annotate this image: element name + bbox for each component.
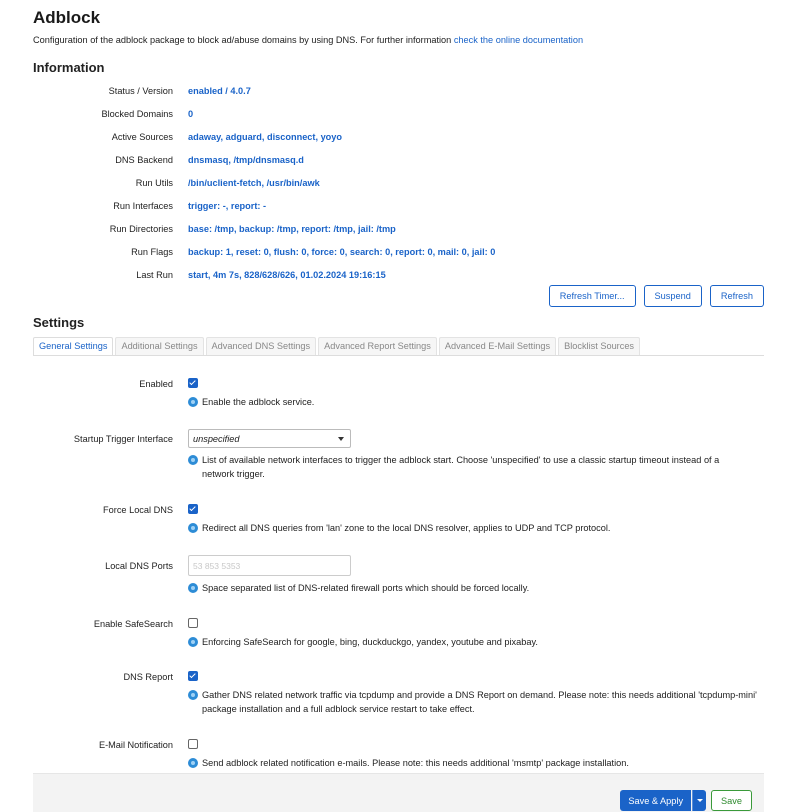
page-description xyxy=(33,34,764,46)
suspend-button[interactable]: Suspend xyxy=(644,285,702,307)
action-footer xyxy=(33,773,764,812)
settings-tabs xyxy=(33,337,764,356)
help-text-content: Redirect all DNS queries from 'lan' zone to the local DNS resolver, applies to UDP and TCP protocol. xyxy=(202,523,611,533)
chevron-down-icon xyxy=(338,437,344,441)
help-text xyxy=(188,521,764,535)
help-text xyxy=(188,581,764,595)
info-row-backend xyxy=(33,148,764,171)
help-text xyxy=(188,688,758,716)
refresh-button[interactable]: Refresh xyxy=(710,285,764,307)
save-apply-button[interactable]: Save & Apply xyxy=(620,790,691,811)
info-label: Run Interfaces xyxy=(113,200,173,211)
refresh-timer-button[interactable]: Refresh Timer... xyxy=(549,285,636,307)
tab-additional-settings[interactable]: Additional Settings xyxy=(115,337,203,355)
startup-trigger-select[interactable] xyxy=(188,429,351,448)
help-text-content: Enforcing SafeSearch for google, bing, duckduckgo, yandex, youtube and pixabay. xyxy=(202,637,538,647)
info-label: Last Run xyxy=(136,269,173,280)
info-row-lastrun xyxy=(33,263,764,286)
info-icon xyxy=(188,455,198,465)
info-label: Run Flags xyxy=(131,246,173,257)
info-icon xyxy=(188,758,198,768)
save-button[interactable]: Save xyxy=(711,790,752,811)
help-text-content: Send adblock related notification e-mails. Please note: this needs additional 'msmtp' package installation. xyxy=(202,758,629,768)
field-email-notification xyxy=(33,737,764,770)
info-icon xyxy=(188,690,198,700)
info-value: 0 xyxy=(188,108,194,119)
info-label: Status / Version xyxy=(108,85,173,96)
help-text xyxy=(188,395,764,409)
help-text xyxy=(188,453,748,481)
info-row-sources xyxy=(33,125,764,148)
info-icon xyxy=(188,397,198,407)
info-row-directories xyxy=(33,217,764,240)
info-value: dnsmasq, /tmp/dnsmasq.d xyxy=(188,154,304,165)
info-label: Blocked Domains xyxy=(101,108,173,119)
info-label: Run Utils xyxy=(135,177,173,188)
help-text-content: Gather DNS related network traffic via tcpdump and provide a DNS Report on demand. Please note: this needs additional 'tcpdump-mini' package installation and a full adblock service restart to take effect. xyxy=(202,690,757,714)
info-icon xyxy=(188,583,198,593)
info-value: enabled / 4.0.7 xyxy=(188,85,251,96)
help-text-content: Space separated list of DNS-related firewall ports which should be forced locally. xyxy=(202,583,530,593)
enabled-checkbox[interactable] xyxy=(188,378,198,388)
field-label: E-Mail Notification xyxy=(98,740,173,750)
save-apply-dropdown-button[interactable] xyxy=(692,790,706,811)
information-table xyxy=(33,79,764,286)
info-value: adaway, adguard, disconnect, yoyo xyxy=(188,131,343,142)
field-label: Enable SafeSearch xyxy=(93,619,173,629)
info-actions xyxy=(33,285,764,307)
field-label: Force Local DNS xyxy=(103,505,173,515)
field-force-local-dns xyxy=(33,502,764,535)
force-local-dns-checkbox[interactable] xyxy=(188,504,198,514)
local-dns-ports-input[interactable] xyxy=(188,555,351,576)
info-row-interfaces xyxy=(33,194,764,217)
info-value: start, 4m 7s, 828/628/626, 01.02.2024 19:16:15 xyxy=(188,269,386,280)
help-text-content: Enable the adblock service. xyxy=(202,397,315,407)
field-safesearch xyxy=(33,616,764,649)
help-text-content: List of available network interfaces to trigger the adblock start. Choose 'unspecified' to use a classic startup timeout instead of a network trigger. xyxy=(202,455,720,479)
info-row-utils xyxy=(33,171,764,194)
help-text xyxy=(188,635,764,649)
field-label: Enabled xyxy=(139,379,173,389)
info-label: Active Sources xyxy=(111,131,173,142)
select-value: unspecified xyxy=(193,433,240,444)
info-row-blocked xyxy=(33,102,764,125)
field-dns-report xyxy=(33,669,764,716)
info-value: trigger: -, report: - xyxy=(188,200,267,211)
email-notification-checkbox[interactable] xyxy=(188,739,198,749)
info-value: base: /tmp, backup: /tmp, report: /tmp, jail: /tmp xyxy=(188,223,396,234)
info-row-flags xyxy=(33,240,764,263)
info-label: DNS Backend xyxy=(115,154,173,165)
tab-advanced-email-settings[interactable]: Advanced E-Mail Settings xyxy=(439,337,556,355)
safesearch-checkbox[interactable] xyxy=(188,618,198,628)
dns-report-checkbox[interactable] xyxy=(188,671,198,681)
info-row-status xyxy=(33,79,764,102)
tab-advanced-dns-settings[interactable]: Advanced DNS Settings xyxy=(206,337,317,355)
info-value: /bin/uclient-fetch, /usr/bin/awk xyxy=(188,177,320,188)
help-text xyxy=(188,756,764,770)
info-icon xyxy=(188,523,198,533)
field-label: Startup Trigger Interface xyxy=(73,434,173,444)
field-enabled xyxy=(33,376,764,409)
tab-blocklist-sources[interactable]: Blocklist Sources xyxy=(558,337,640,355)
tab-general-settings[interactable]: General Settings xyxy=(33,337,113,355)
field-startup-trigger xyxy=(33,429,764,481)
field-local-dns-ports xyxy=(33,555,764,595)
info-value: backup: 1, reset: 0, flush: 0, force: 0, search: 0, report: 0, mail: 0, jail: 0 xyxy=(188,246,496,257)
tab-advanced-report-settings[interactable]: Advanced Report Settings xyxy=(318,337,437,355)
info-icon xyxy=(188,637,198,647)
description-text: Configuration of the adblock package to block ad/abuse domains by using DNS. For further information xyxy=(33,35,454,45)
page-title: Adblock xyxy=(33,8,101,27)
info-label: Run Directories xyxy=(109,223,173,234)
field-label: Local DNS Ports xyxy=(105,561,173,571)
field-label: DNS Report xyxy=(123,672,173,682)
documentation-link[interactable]: check the online documentation xyxy=(453,35,584,45)
information-heading: Information xyxy=(33,60,105,75)
settings-heading: Settings xyxy=(33,315,85,330)
